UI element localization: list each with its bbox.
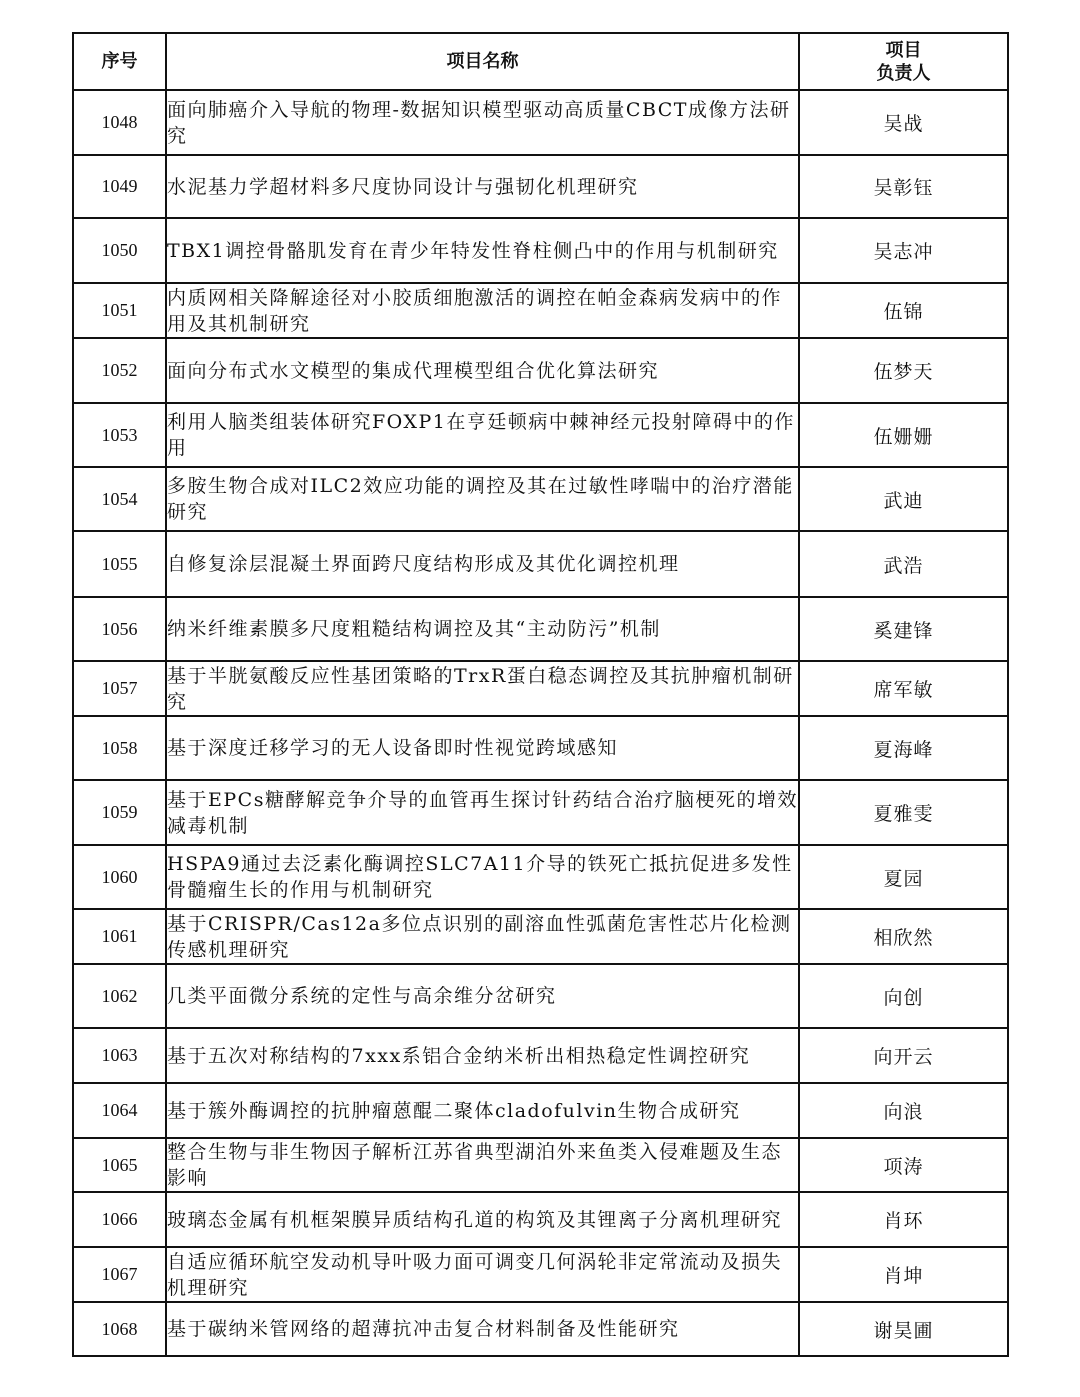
row-project-name: 多胺生物合成对ILC2效应功能的调控及其在过敏性哮喘中的治疗潜能研究 <box>166 467 799 531</box>
row-leader: 谢昊圃 <box>799 1302 1008 1356</box>
row-number: 1068 <box>73 1302 166 1356</box>
row-leader: 向开云 <box>799 1028 1008 1083</box>
header-number: 序号 <box>73 33 166 90</box>
row-leader: 肖环 <box>799 1192 1008 1247</box>
row-project-name: 面向肺癌介入导航的物理-数据知识模型驱动高质量CBCT成像方法研究 <box>166 90 799 155</box>
table-row <box>73 780 1008 845</box>
row-leader: 项涛 <box>799 1138 1008 1192</box>
table-row <box>73 338 1008 403</box>
row-leader: 夏海峰 <box>799 716 1008 780</box>
row-project-name: 面向分布式水文模型的集成代理模型组合优化算法研究 <box>166 338 799 403</box>
row-project-name: 纳米纤维素膜多尺度粗糙结构调控及其“主动防污”机制 <box>166 597 799 661</box>
row-project-name: 基于碳纳米管网络的超薄抗冲击复合材料制备及性能研究 <box>166 1302 799 1356</box>
row-leader: 向浪 <box>799 1083 1008 1138</box>
row-number: 1057 <box>73 661 166 716</box>
row-leader: 伍梦天 <box>799 338 1008 403</box>
row-number: 1061 <box>73 909 166 964</box>
row-leader: 席军敏 <box>799 661 1008 716</box>
row-number: 1062 <box>73 964 166 1028</box>
row-number: 1053 <box>73 403 166 467</box>
row-leader: 伍锦 <box>799 283 1008 338</box>
row-leader: 吴彰钰 <box>799 155 1008 218</box>
table-row <box>73 1247 1008 1302</box>
row-project-name: 内质网相关降解途径对小胶质细胞激活的调控在帕金森病发病中的作用及其机制研究 <box>166 283 799 338</box>
table-row <box>73 909 1008 964</box>
row-project-name: 利用人脑类组装体研究FOXP1在亨廷顿病中棘神经元投射障碍中的作用 <box>166 403 799 467</box>
table-row <box>73 597 1008 661</box>
row-number: 1054 <box>73 467 166 531</box>
row-project-name: 基于CRISPR/Cas12a多位点识别的副溶血性弧菌危害性芯片化检测传感机理研究 <box>166 909 799 964</box>
row-number: 1064 <box>73 1083 166 1138</box>
row-leader: 吴志冲 <box>799 218 1008 283</box>
row-project-name: 水泥基力学超材料多尺度协同设计与强韧化机理研究 <box>166 155 799 218</box>
row-leader: 吴战 <box>799 90 1008 155</box>
row-leader: 奚建锋 <box>799 597 1008 661</box>
row-leader: 肖坤 <box>799 1247 1008 1302</box>
header-project-name: 项目名称 <box>166 33 799 90</box>
row-leader: 武迪 <box>799 467 1008 531</box>
row-leader: 伍姗姗 <box>799 403 1008 467</box>
row-project-name: 基于半胱氨酸反应性基团策略的TrxR蛋白稳态调控及其抗肿瘤机制研究 <box>166 661 799 716</box>
row-number: 1048 <box>73 90 166 155</box>
row-project-name: TBX1调控骨骼肌发育在青少年特发性脊柱侧凸中的作用与机制研究 <box>166 218 799 283</box>
row-number: 1052 <box>73 338 166 403</box>
row-number: 1066 <box>73 1192 166 1247</box>
table-row <box>73 90 1008 155</box>
row-project-name: 基于EPCs糖酵解竞争介导的血管再生探讨针药结合治疗脑梗死的增效减毒机制 <box>166 780 799 845</box>
header-leader <box>799 33 1008 90</box>
table-row <box>73 1192 1008 1247</box>
table-row <box>73 661 1008 716</box>
row-leader: 相欣然 <box>799 909 1008 964</box>
table-row <box>73 845 1008 909</box>
row-number: 1063 <box>73 1028 166 1083</box>
row-number: 1056 <box>73 597 166 661</box>
row-project-name: 玻璃态金属有机框架膜异质结构孔道的构筑及其锂离子分离机理研究 <box>166 1192 799 1247</box>
row-leader: 夏园 <box>799 845 1008 909</box>
row-leader: 夏雅雯 <box>799 780 1008 845</box>
table-row <box>73 716 1008 780</box>
table-row <box>73 1028 1008 1083</box>
row-project-name: 基于深度迁移学习的无人设备即时性视觉跨域感知 <box>166 716 799 780</box>
row-number: 1049 <box>73 155 166 218</box>
row-project-name: HSPA9通过去泛素化酶调控SLC7A11介导的铁死亡抵抗促进多发性骨髓瘤生长的作用与机制研究 <box>166 845 799 909</box>
table-row <box>73 283 1008 338</box>
header-leader-line2: 负责人 <box>876 62 931 84</box>
row-number: 1067 <box>73 1247 166 1302</box>
row-number: 1051 <box>73 283 166 338</box>
table-row <box>73 531 1008 597</box>
row-leader: 武浩 <box>799 531 1008 597</box>
row-project-name: 几类平面微分系统的定性与高余维分岔研究 <box>166 964 799 1028</box>
table-row <box>73 467 1008 531</box>
header-leader-line1: 项目 <box>885 39 922 61</box>
row-project-name: 基于簇外酶调控的抗肿瘤蒽醌二聚体cladofulvin生物合成研究 <box>166 1083 799 1138</box>
project-table <box>72 32 1009 1357</box>
row-number: 1065 <box>73 1138 166 1192</box>
table-row <box>73 1083 1008 1138</box>
row-project-name: 基于五次对称结构的7xxx系铝合金纳米析出相热稳定性调控研究 <box>166 1028 799 1083</box>
table-row <box>73 1302 1008 1356</box>
table-row <box>73 1138 1008 1192</box>
row-leader: 向创 <box>799 964 1008 1028</box>
table-header-row <box>73 33 1008 90</box>
row-number: 1055 <box>73 531 166 597</box>
row-project-name: 整合生物与非生物因子解析江苏省典型湖泊外来鱼类入侵难题及生态影响 <box>166 1138 799 1192</box>
row-project-name: 自修复涂层混凝土界面跨尺度结构形成及其优化调控机理 <box>166 531 799 597</box>
row-number: 1060 <box>73 845 166 909</box>
table-row <box>73 218 1008 283</box>
row-number: 1058 <box>73 716 166 780</box>
row-project-name: 自适应循环航空发动机导叶吸力面可调变几何涡轮非定常流动及损失机理研究 <box>166 1247 799 1302</box>
table-row <box>73 964 1008 1028</box>
table-row <box>73 403 1008 467</box>
row-number: 1059 <box>73 780 166 845</box>
table-row <box>73 155 1008 218</box>
row-number: 1050 <box>73 218 166 283</box>
